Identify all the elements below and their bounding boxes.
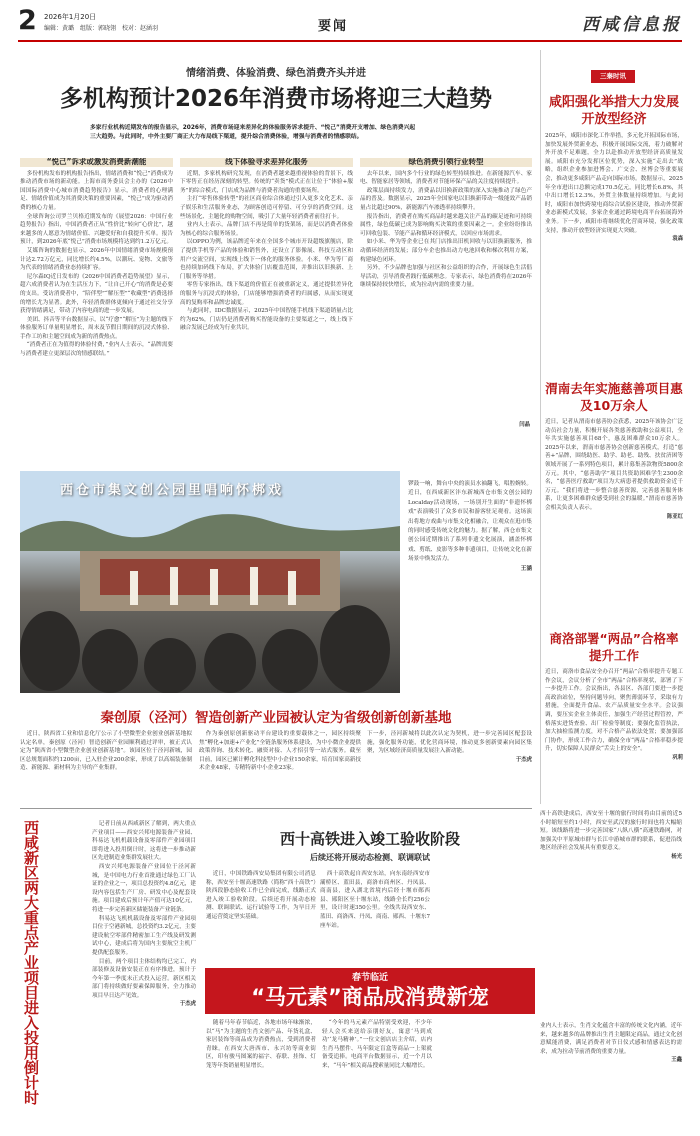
section-title: 要闻 bbox=[318, 19, 349, 34]
main-para: 政策层面持续发力，消费品以旧换新政策的深入实施推动了绿色产品的普及。数据显示，2025年全国家电以旧换新带动一级能效产品销量占比超过90%，新能源汽车渗透率持续攀升。 bbox=[360, 187, 532, 211]
xigao-headline: 西十高铁进入竣工验收阶段 bbox=[279, 830, 460, 848]
invest-para: 科易达飞机机载设备及零部件产业园项目位于空港新城，总投资约3.2亿元，主要建设航空零部件精密加工生产线及研发测试中心，建成后将为国内主要航空主机厂提供配套服务。 bbox=[92, 915, 196, 956]
invest-body bbox=[92, 820, 196, 1132]
main-kicker: 情绪消费、体验消费、绿色消费齐头并进 bbox=[186, 68, 366, 79]
invest-byline: 于杰虎 bbox=[179, 1001, 196, 1008]
main-para: 近期，多家机构研究发现，在消费者越来越重视体验的背景下，线下零售正在经历深刻的转型。传统的“卖货”模式正在让位于“体验+服务”的综合模式，门店成为品牌与消费者沟通的重要场所。 bbox=[180, 170, 353, 194]
main-para: 零售专家指出，线下渠道的价值正在被重新定义，通过提供差异化的服务与沉浸式的体验，门店能够增强消费者的归属感，从而实现更高的复购率和品牌忠诚度。 bbox=[180, 282, 353, 306]
sidebar-story3-body bbox=[545, 668, 683, 802]
main-para: 去年以来，国内多个行业的绿色转型持续推进。在新能源汽车、家电、智能家居等领域，消费者对节能环保产品的关注度持续提升。 bbox=[360, 170, 532, 186]
spring-col3 bbox=[540, 1022, 682, 1132]
xigao-col3-text: 西十高铁建成后，西安至十堰的旅行时间将由目前的近5小时缩短至约1小时，西安至武汉的旅行时间也将大幅缩短。该线路将进一步完善国家“八纵八横”高速铁路网，对加强关中平原城市群与长江中游城市群的联系，促进沿线地区经济社会发展具有重要意义。 bbox=[540, 811, 682, 852]
photo-caption-text: 锣鼓一响，舞台中央的演员水袖翻飞，唱腔婉转。近日，在西咸新区沣东新城西仓市集文创公园的Localday活动现场，一场别开生面的“非遗怀梆戏”表演吸引了众多市民和游客驻足观看。这场演出将地方戏曲与市集文化相融合，让观众在逛市集的同时感受传统文化的魅力。据了解，西仓市集文创公园近期推出了系列非遗文化展演，涵盖怀梆戏、剪纸、皮影等多种非遗项目，让传统文化在新场景中焕发活力。 bbox=[408, 481, 532, 563]
main-para: 尼尔森IQ近日发布的《2026中国消费者趋势展望》显示，超六成消费者认为在生活压力下，“让自己开心”的消费是必要的支出。受访消费者中，“陪伴型”“解压型”“收藏型”消费选择的增长尤为显著。此外，年轻消费群体更倾向于通过社交分享获得情绪满足，带动了内容电商的进一步发展。 bbox=[20, 273, 173, 315]
photo-caption bbox=[408, 480, 532, 692]
sidebar-story3-headline: 商洛部署“两品”合格率提升工作 bbox=[549, 631, 679, 663]
sidebar-story2-text: 近日，记者从渭南市慈善协会获悉，2025年该协会广泛动员社会力量，积极开展各类慈善救助和公益项目，全年共实施慈善项目68个，惠及困难群众10万余人。2025年以来，渭南市慈善协会创新慈善模式，打造“慈善+”品牌，围绕助医、助学、助老、助残、扶贫济困等领域开展了一系列特色项目，累计募集善款物资5800余万元。其中，“慈善助学”项目共资助困难学生2300余名，“慈善医疗救助”项目为大病患者提供救助资金近千万元。“我们将进一步整合慈善资源，完善慈善服务体系，让更多困难群众感受到社会的温暖。”渭南市慈善协会相关负责人表示。 bbox=[545, 419, 683, 511]
sidebar-story1-headline: 咸阳强化举措大力发展开放型经济 bbox=[548, 95, 679, 127]
sidebar-story1-body bbox=[545, 132, 683, 382]
main-byline: 闫晶 bbox=[519, 422, 530, 428]
spring-col2: “今年的马元素产品特别受欢迎，不少年轻人会买来送给亲朋好友，寓意‘马到成功’‘龙马精神’。”一位文创店店主介绍，店内生肖马摆件、马年限定盲盒等商品一上架就备受追捧。电商平台数据显示，近一个月以来，“马年”相关商品搜索量同比大幅增长。 bbox=[322, 1020, 432, 1069]
main-para: 报告指出，消费者在购买商品时越来越关注产品的碳足迹和可持续属性，绿色低碳已成为影响购买决策的重要因素之一。企业纷纷推出可回收包装、节能产品和循环经济模式，以回应市场需求。 bbox=[360, 213, 532, 237]
masthead-rule bbox=[18, 40, 682, 42]
main-para: 业内人士表示，品牌门店不再是简单的货架场，而是以消费者体验为核心的综合服务场景。 bbox=[180, 222, 353, 237]
main-subhead-1: “悦己”诉求或激发消费新潮能 bbox=[20, 158, 173, 167]
main-col2 bbox=[180, 158, 353, 510]
main-para: 主打“零售体验转型”的社区商业综合体通过引入更多文化艺术、亲子娱乐和生活服务业态，为顾客创造可停留、可分享的消费空间。这些场景化、主题化的购物空间，吸引了大量年轻消费者前往打卡。 bbox=[180, 196, 353, 220]
main-para: 多份机构发布的机构报告指出，情绪消费和“悦己”消费成为推动消费市场的新动能。上海市商务委员会主办的《2026中国国际消费中心城市消费趋势报告》显示，消费者的心理满足、情绪价值成为其消费决策的重要因素，“悦己”成为驱动消费的核心力量。 bbox=[20, 170, 173, 211]
xigao-byline: 杨光 bbox=[671, 853, 682, 860]
editor-credits: 编辑：黄璐 组版：郭晓翎 校对：赵涵羽 bbox=[44, 25, 159, 32]
spring-col1: 随着马年春节临近，各地市场年味渐浓，以“马”为主题的生肖文创产品、年货礼盒、家居装饰等商品成为消费热点，受到消费者青睐。在西安大唐西市、永兴坊等商业街区，印有骏马图案的福字、春联、挂饰、灯笼等年货销量明显增长。 bbox=[206, 1020, 316, 1069]
main-para: 艾媒咨询的数据也显示，2026年中国情绪消费市场规模预计达2.72万亿元，同比增长约4.5%，以潮玩、宠物、文旅等为代表的情绪消费业态持续扩容。 bbox=[20, 247, 173, 272]
stage-scene-illustration bbox=[20, 471, 400, 693]
photo-credit: 王涵 bbox=[520, 565, 532, 572]
section-divider bbox=[20, 808, 532, 809]
spring-banner: 春节临近 bbox=[351, 973, 388, 983]
paper-logo: 西咸信息报 bbox=[582, 15, 682, 35]
qinchuang-headline: 秦创原（泾河）智造创新产业园被认定为省级创新创新基地 bbox=[100, 710, 452, 726]
sidebar-story2-headline: 渭南去年实施慈善项目惠及10万余人 bbox=[545, 381, 683, 413]
main-para: 美团、抖音等平台数据显示，以“疗愈”“解压”为主题的线下体验服务订单量明显增长，周末及节假日期间的沉浸式体验、手作工坊和主题空间成为新的消费热点。 bbox=[20, 316, 173, 340]
main-para: 另外，不少品牌也加强与社区和公益组织的合作，开展绿色生活倡导活动，引导消费者践行低碳理念。专家表示，绿色消费将在2026年继续保持较快增长，成为拉动内需的重要力量。 bbox=[360, 265, 532, 289]
sidebar-story2-body bbox=[545, 418, 683, 626]
photo-caption-title: 西仓市集文创公园里唱响怀梆戏 bbox=[60, 483, 285, 498]
sidebar-story1-byline: 袁森 bbox=[672, 236, 683, 243]
main-col1 bbox=[20, 158, 173, 510]
sidebar-story1-text: 2025年，咸阳市深化工作举措，多元化开拓国际市场，加快发展外贸新业态，积极开展国际交流，着力破解对外开放不足难题，全力以赴推动开放型经济高质量发展。咸阳市充分发挥区位优势，深入实施“走出去”战略，组织企业参加进博会、广交会、丝博会等重要展会，推动更多咸阳产品走向国际市场。数据显示，2025年全市进出口总额完成170.5亿元，同比增长6.8%，其中出口增长12.3%，外贸主体数量持续增加。与此同时，咸阳市加快跨境电商综合试验区建设，推动外贸新业态新模式发展，多家企业通过跨境电商平台拓展海外业务。下一步，咸阳市将继续优化营商环境，强化政策支持，推动开放型经济实现更大突破。 bbox=[545, 133, 683, 234]
sidebar-column bbox=[540, 50, 683, 804]
page-number: 2 bbox=[18, 5, 37, 36]
qinchuang-col2: 作为秦创原创新驱动平台建设的重要载体之一，园区持续聚焦“孵化+加速+产业化”全链条服务体系建设，为中小微企业提供政策咨询、技术转化、融资对接、人才招引等一站式服务。截至目前，园区已累计孵化科技型中小企业150余家，培育国家高新技术企业48家，专精特新中小企业23家。 bbox=[199, 731, 361, 772]
qinchuang-col3 bbox=[367, 730, 532, 802]
sidebar-tag: 三秦时讯 bbox=[591, 70, 635, 83]
qinchuang-byline: 于杰虎 bbox=[515, 756, 532, 763]
xigao-col1: 近日，中国铁路西安局集团有限公司消息称，西安至十堰高速铁路（简称“西十高铁”）陕西段静态验收工作已全面完成，线路正式进入竣工验收阶段。后续还将开展动态检测、联调联试、运行试验等工作，为早日开通运营奠定坚实基础。 bbox=[206, 871, 316, 920]
main-para: 全球咨询公司罗兰贝格近期发布的《展望2026：中国行业趋势报告》指出，中国消费者正从“性价比”转向“心价比”，越来越多的人愿意为情绪价值、兴趣爱好和自我提升买单。报告预计，到2026年底“悦己”消费市场规模将达到约1.2万亿元。 bbox=[20, 213, 173, 246]
main-deck: 多家行业机构近期发布的报告显示，2026年，消费市场迎来差异化的体验服务诉求提升、“悦己”消费开支增加、绿色消费兴起三大趋势。与此同时，中外主要厂商正大力布局线下渠道，提升综合消费体验，增强与消费者的情感联结。 bbox=[90, 125, 416, 140]
main-para: 与此同时，IDC数据显示，2025年中国智能手机线下渠道销量占比约为62%，门店仍是消费者购买智能设备的主要渠道之一，线上线下融合发展已经成为行业共识。 bbox=[180, 308, 353, 332]
xigao-col3 bbox=[540, 810, 682, 962]
main-subhead-2: 线下体验寻求差异化服务 bbox=[180, 158, 353, 167]
spring-headline: “马元素”商品成消费新宠 bbox=[251, 985, 489, 1009]
spring-byline: 王鑫 bbox=[671, 1057, 682, 1064]
main-col3 bbox=[360, 158, 532, 418]
invest-para: 记者日前从西咸新区了解到，两大重点产业项目——西安兴邦电源装备产业园、科易达飞机机载设备及零部件产业园项目即将进入投用倒计时，这将进一步推动新区先进制造业集群发展壮大。 bbox=[92, 821, 196, 862]
invest-headline bbox=[20, 820, 90, 1130]
qinchuang-col3-text: 下一步，泾河新城将以此次认定为契机，进一步完善园区配套设施，强化服务功能，优化营商环境，推动更多创新要素向园区集聚，为区域经济高质量发展注入新动能。 bbox=[367, 731, 532, 755]
invest-para: 西安兴邦电源装备产业园位于泾河新城，是中国电力行业首批通过绿色工厂认证的企业之一，项目总投资约4.8亿元，建设内容包括生产厂房、研发中心及配套设施。项目建成后预计年产值可达10亿元，将进一步完善新区储能装备产业链条。 bbox=[92, 863, 196, 913]
main-para: 以OPPO为例，该品牌近年来在全国多个城市开设超级旗舰店，除了提供手机等产品的体验和销售外，还设立了影像展、科技互动区和用户交流空间，实现线上线下一体化的服务体验。小米、华为等厂商也持续加码线下布局，扩大体验门店覆盖范围，并推出以旧换新、上门服务等举措。 bbox=[180, 239, 353, 280]
sidebar-story2-byline: 陈亚红 bbox=[666, 513, 683, 520]
masthead bbox=[18, 6, 682, 40]
main-headline: 多机构预计2026年消费市场将迎三大趋势 bbox=[59, 86, 492, 112]
main-subhead-3: 绿色消费引领行业转型 bbox=[360, 158, 532, 167]
xigao-col2: 西十高铁起自西安东站，向东南经西安市灞桥区、蓝田县，商洛市商州区、丹凤县、商南县，进入湖北省境内后经十堰市郧西县、郧阳区至十堰东站，线路全长约256公里，设计时速350公里。全线共设西安东、蓝田、商洛西、丹凤、商南、郧西、十堰东7座车站。 bbox=[320, 871, 430, 929]
spring-col3-text: 业内人士表示，生肖文化蕴含丰富的传统文化内涵，近年来，越来越多的品牌推出生肖主题限定商品，通过文化创意赋能消费，满足消费者对节日仪式感和情感表达的需求，成为拉动节前消费的重要力量。 bbox=[540, 1023, 682, 1055]
issue-date: 2026年1月20日 bbox=[44, 13, 97, 21]
main-para: “消费者正在为值得的体验付费，”业内人士表示，“品牌需要与消费者建立更深层次的情感联结。” bbox=[20, 342, 173, 358]
xigao-subhead: 后续还将开展动态检测、联调联试 bbox=[310, 853, 430, 862]
festival-photo bbox=[20, 471, 400, 693]
qinchuang-col1: 近日，陕西省工业和信息化厅公示了小型微型企业创业创新基地拟认定名单，秦创原（泾河）智造创新产业园顺利通过评审，被正式认定为“陕西省小型微型企业创业创新基地”。该园区位于泾河新城，园区总规划面积约1200亩，已入驻企业200余家，形成了以高端装备制造、新能源、新材料为主导的产业集群。 bbox=[20, 731, 192, 772]
invest-headline-text: 西咸新区两大重点产业项目进入投用倒计时 bbox=[22, 820, 40, 1105]
sidebar-story3-byline: 巩莉 bbox=[672, 754, 683, 761]
invest-para: 目前，两个项目主体结构均已完工，内部装修及设备安装正在有序推进，预计于今年第一季度末正式投入运营。新区相关部门将持续做好要素保障服务，全力推动项目早日达产见效。 bbox=[92, 958, 196, 999]
sidebar-story3-text: 近日，商洛市食品安全办召开“两品”合格率提升专题工作会议，会议分析了全市“两品”合格率现状，部署了下一步提升工作。会议指出，各县区、各部门要进一步提高政治站位，坚持问题导向，聚焦薄弱环节，采取有力措施，全面提升食品、农产品质量安全水平。会议强调，要压实企业主体责任，加强生产经营过程管控，严格落实进货查验、出厂检验等制度；要强化监管执法，加大抽检监测力度，对不合格产品依法处置；要加强部门协作，形成工作合力，确保全市“两品”合格率稳步提升，切实保障人民群众“舌尖上的安全”。 bbox=[545, 669, 683, 753]
main-para: 如小米、华为等企业已在其门店推出旧机回收与以旧换新服务，推动循环经济的发展；部分车企也推出动力电池回收和梯次利用方案，构建绿色闭环。 bbox=[360, 239, 532, 263]
